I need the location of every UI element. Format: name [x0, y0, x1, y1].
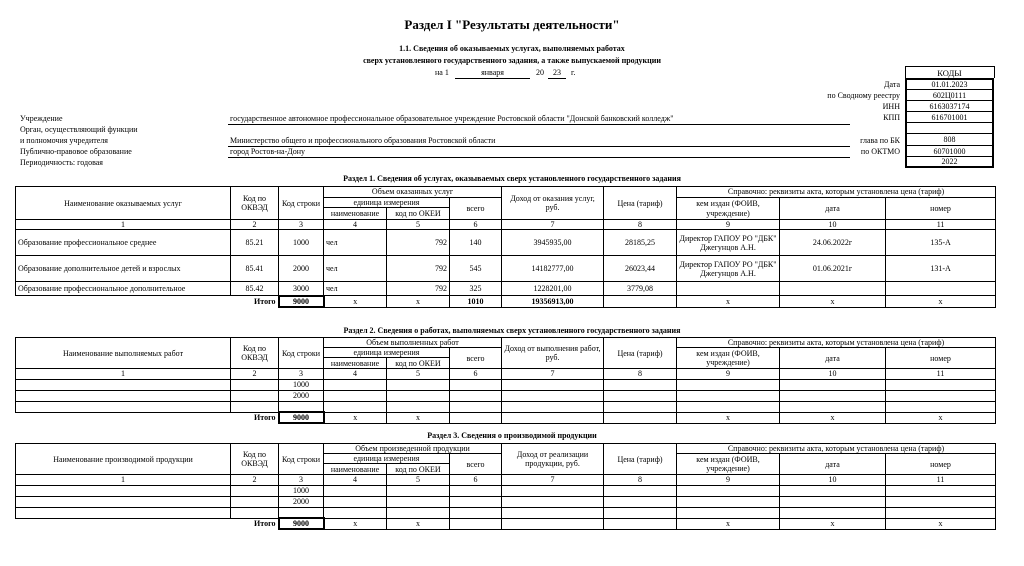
s2-header-income: Доход от выполнения работ, руб.	[502, 338, 604, 369]
row-code: 1000	[279, 379, 324, 390]
total-label: Итого	[254, 297, 276, 307]
total-date: x	[780, 518, 886, 529]
unit-name: чел	[324, 256, 387, 282]
s3-header-date: дата	[780, 454, 886, 475]
s1-header-name: Наименование оказываемых услуг	[16, 187, 231, 220]
s1-header-volume: Объем оказанных услуг	[324, 187, 502, 198]
volume-total: 325	[450, 282, 502, 296]
s2-header-unit-okei: код по ОКЕИ	[387, 358, 450, 369]
col-num: 11	[886, 220, 996, 230]
col-num: 9	[677, 475, 780, 485]
s1-header-row-code: Код строки	[279, 187, 324, 220]
section2-title: Раздел 2. Сведения о работах, выполняемых сверх установленного государственного задания	[343, 326, 681, 335]
col-num: 2	[231, 475, 279, 485]
price: 28185,25	[604, 230, 677, 256]
act-date: 24.06.2022г	[780, 230, 886, 256]
col-num: 6	[450, 475, 502, 485]
s2-header-name: Наименование выполняемых работ	[16, 338, 231, 369]
col-num: 6	[450, 220, 502, 230]
codes-header: КОДЫ	[937, 68, 962, 78]
total-issued: x	[677, 296, 780, 307]
code-date-label: Дата	[884, 80, 900, 89]
page-title: Раздел I "Результаты деятельности"	[404, 17, 620, 32]
col-num: 3	[279, 369, 324, 379]
s2-header-issued: кем издан (ФОИВ, учреждение)	[677, 348, 780, 369]
s2-header-unit: единица измерения	[324, 348, 450, 358]
total-okei: x	[387, 518, 450, 529]
total-okei: x	[387, 296, 450, 307]
col-num: 8	[604, 220, 677, 230]
col-num: 7	[502, 220, 604, 230]
organ-label-line1: Орган, осуществляющий функции	[20, 125, 138, 134]
total-issued: x	[677, 518, 780, 529]
col-num: 5	[387, 475, 450, 485]
s1-header-issued: кем издан (ФОИВ, учреждение)	[677, 198, 780, 220]
act-date	[780, 282, 886, 296]
table-row	[16, 507, 996, 518]
total-code: 9000	[279, 412, 324, 423]
okved-code: 85.21	[231, 230, 279, 256]
code-bk-label: глава по БК	[860, 136, 900, 145]
s3-header-volume: Объем произведенной продукции	[324, 444, 502, 454]
s1-header-total: всего	[450, 198, 502, 220]
s2-header-row-code: Код строки	[279, 338, 324, 369]
col-num: 1	[16, 220, 231, 230]
unit-name: чел	[324, 230, 387, 256]
issued-by	[677, 282, 780, 296]
code-registry-label: по Сводному реестру	[827, 91, 900, 100]
code-date-value: 01.01.2023	[931, 80, 968, 89]
s3-header-number: номер	[886, 454, 996, 475]
public-entity-label: Публично-правовое образование	[20, 147, 132, 156]
col-num: 4	[324, 220, 387, 230]
row-code: 3000	[279, 282, 324, 296]
section2-table	[15, 337, 996, 424]
total-number: x	[886, 296, 996, 307]
table-row	[16, 379, 996, 390]
s2-header-total: всего	[450, 348, 502, 369]
col-num: 10	[780, 369, 886, 379]
table-row	[16, 401, 996, 412]
col-num: 7	[502, 475, 604, 485]
s2-header-okved: Код по ОКВЭД	[231, 338, 279, 369]
total-volume: 1010	[450, 296, 502, 307]
price: 3779,08	[604, 282, 677, 296]
table-row	[16, 485, 996, 496]
okei-code: 792	[387, 230, 450, 256]
total-unit: x	[324, 296, 387, 307]
row-code: 1000	[279, 230, 324, 256]
act-number: 135-А	[886, 230, 996, 256]
date-prefix: на 1	[435, 68, 449, 77]
s1-header-income: Доход от оказания услуг, руб.	[502, 187, 604, 220]
total-date: x	[780, 412, 886, 423]
s3-header-unit-name: наименование	[324, 464, 387, 475]
table-row	[16, 230, 996, 256]
income: 1228201,00	[502, 282, 604, 296]
total-okei: x	[387, 412, 450, 423]
s3-header-ref: Справочно: реквизиты акта, которым установлена цена (тариф)	[677, 444, 996, 454]
s2-header-unit-name: наименование	[324, 358, 387, 369]
col-num: 3	[279, 475, 324, 485]
s3-header-row-code: Код строки	[279, 444, 324, 475]
s3-header-income: Доход от реализации продукции, руб.	[502, 444, 604, 475]
code-oktmo-label: по ОКТМО	[860, 147, 900, 156]
act-date: 01.06.2021г	[780, 256, 886, 282]
total-number: x	[886, 518, 996, 529]
service-name: Образование профессиональное среднее	[16, 230, 231, 256]
date-month: января	[481, 68, 504, 77]
col-num: 7	[502, 369, 604, 379]
total-unit: x	[324, 412, 387, 423]
table-row	[16, 496, 996, 507]
income: 3945935,00	[502, 230, 604, 256]
s1-header-price: Цена (тариф)	[604, 187, 677, 220]
s1-header-unit-name: наименование	[324, 208, 387, 220]
organ-value: Министерство общего и профессионального образования Ростовской области	[230, 136, 496, 145]
okei-code: 792	[387, 256, 450, 282]
row-code: 2000	[279, 390, 324, 401]
institution-value: государственное автономное профессиональное образовательное учреждение Ростовской области "Донской банковский колледж"	[230, 114, 674, 123]
issued-by: Директор ГАПОУ РО "ДБК" Джегунцов А.Н.	[677, 256, 780, 282]
total-code: 9000	[279, 518, 324, 529]
total-number: x	[886, 412, 996, 423]
total-row	[16, 412, 996, 423]
col-num: 9	[677, 220, 780, 230]
okved-code: 85.41	[231, 256, 279, 282]
subtitle-line2: сверх установленного государственного задания, а также выпускаемой продукции	[363, 56, 661, 65]
col-num: 5	[387, 220, 450, 230]
col-num: 8	[604, 369, 677, 379]
s2-column-numbers	[16, 369, 996, 379]
code-registry-value: 602Ц0111	[932, 91, 967, 100]
col-num: 10	[780, 220, 886, 230]
s1-header-okved: Код по ОКВЭД	[231, 187, 279, 220]
total-income: 19356913,00	[502, 296, 604, 307]
total-row	[16, 518, 996, 529]
act-number: 131-А	[886, 256, 996, 282]
row-code: 2000	[279, 496, 324, 507]
s1-header-number: номер	[886, 198, 996, 220]
unit-name: чел	[324, 282, 387, 296]
s3-header-unit: единица измерения	[324, 454, 450, 464]
total-issued: x	[677, 412, 780, 423]
s2-header-date: дата	[780, 348, 886, 369]
volume-total: 140	[450, 230, 502, 256]
act-number	[886, 282, 996, 296]
col-num: 8	[604, 475, 677, 485]
s1-header-unit-okei: код по ОКЕИ	[387, 208, 450, 220]
col-num: 11	[886, 475, 996, 485]
total-unit: x	[324, 518, 387, 529]
col-num: 5	[387, 369, 450, 379]
s3-column-numbers	[16, 475, 996, 485]
row-code: 1000	[279, 485, 324, 496]
s3-header-issued: кем издан (ФОИВ, учреждение)	[677, 454, 780, 475]
date-suffix: г.	[571, 68, 576, 77]
price: 26023,44	[604, 256, 677, 282]
s3-header-unit-okei: код по ОКЕИ	[387, 464, 450, 475]
col-num: 1	[16, 369, 231, 379]
periodicity-label: Периодичность: годовая	[20, 158, 103, 167]
s2-header-volume: Объем выполненных работ	[324, 338, 502, 348]
col-num: 10	[780, 475, 886, 485]
col-num: 11	[886, 369, 996, 379]
total-label: Итого	[254, 413, 276, 423]
s1-header-date: дата	[780, 198, 886, 220]
code-oktmo-value: 60701000	[933, 147, 966, 156]
subtitle-line1: 1.1. Сведения об оказываемых услугах, выполняемых работах	[399, 44, 625, 53]
col-num: 4	[324, 475, 387, 485]
table-row	[16, 390, 996, 401]
code-inn-value: 6163037174	[929, 102, 970, 111]
table-row	[16, 282, 996, 296]
total-row	[16, 296, 996, 307]
public-entity-value: город Ростов-на-Дону	[230, 147, 305, 156]
s2-header-ref: Справочно: реквизиты акта, которым установлена цена (тариф)	[677, 338, 996, 348]
service-name: Образование профессиональное дополнительное	[16, 282, 231, 296]
s2-header-price: Цена (тариф)	[604, 338, 677, 369]
okei-code: 792	[387, 282, 450, 296]
s1-header-unit: единица измерения	[324, 198, 450, 208]
date-year: 23	[553, 68, 561, 77]
s1-header-ref: Справочно: реквизиты акта, которым установлена цена (тариф)	[677, 187, 996, 198]
code-kpp-value: 616701001	[931, 113, 968, 122]
section1-table	[15, 186, 996, 308]
total-code: 9000	[279, 296, 324, 307]
row-code	[279, 401, 324, 412]
institution-label: Учреждение	[20, 114, 63, 123]
col-num: 4	[324, 369, 387, 379]
row-code	[279, 507, 324, 518]
volume-total: 545	[450, 256, 502, 282]
s1-column-numbers	[16, 220, 996, 230]
col-num: 9	[677, 369, 780, 379]
s3-header-name: Наименование производимой продукции	[16, 444, 231, 475]
code-period-value: 2022	[941, 157, 958, 166]
s3-header-total: всего	[450, 454, 502, 475]
code-inn-label: ИНН	[882, 102, 900, 111]
date-year-prefix: 20	[536, 68, 544, 77]
total-label: Итого	[254, 519, 276, 529]
row-code: 2000	[279, 256, 324, 282]
col-num: 2	[231, 369, 279, 379]
s3-header-okved: Код по ОКВЭД	[231, 444, 279, 475]
service-name: Образование дополнительное детей и взрослых	[16, 256, 231, 282]
col-num: 2	[231, 220, 279, 230]
total-date: x	[780, 296, 886, 307]
income: 14182777,00	[502, 256, 604, 282]
section3-title: Раздел 3. Сведения о производимой продукции	[427, 431, 597, 440]
okved-code: 85.42	[231, 282, 279, 296]
s2-header-number: номер	[886, 348, 996, 369]
organ-label-line2: и полномочия учредителя	[20, 136, 108, 145]
table-row	[16, 256, 996, 282]
code-kpp-label: КПП	[883, 113, 900, 122]
col-num: 1	[16, 475, 231, 485]
section3-table	[15, 443, 996, 530]
col-num: 6	[450, 369, 502, 379]
s3-header-price: Цена (тариф)	[604, 444, 677, 475]
issued-by: Директор ГАПОУ РО "ДБК" Джегунцов А.Н.	[677, 230, 780, 256]
code-bk-value: 808	[943, 135, 956, 144]
col-num: 3	[279, 220, 324, 230]
section1-title: Раздел 1. Сведения об услугах, оказываемых сверх установленного государственного задания	[343, 174, 681, 183]
